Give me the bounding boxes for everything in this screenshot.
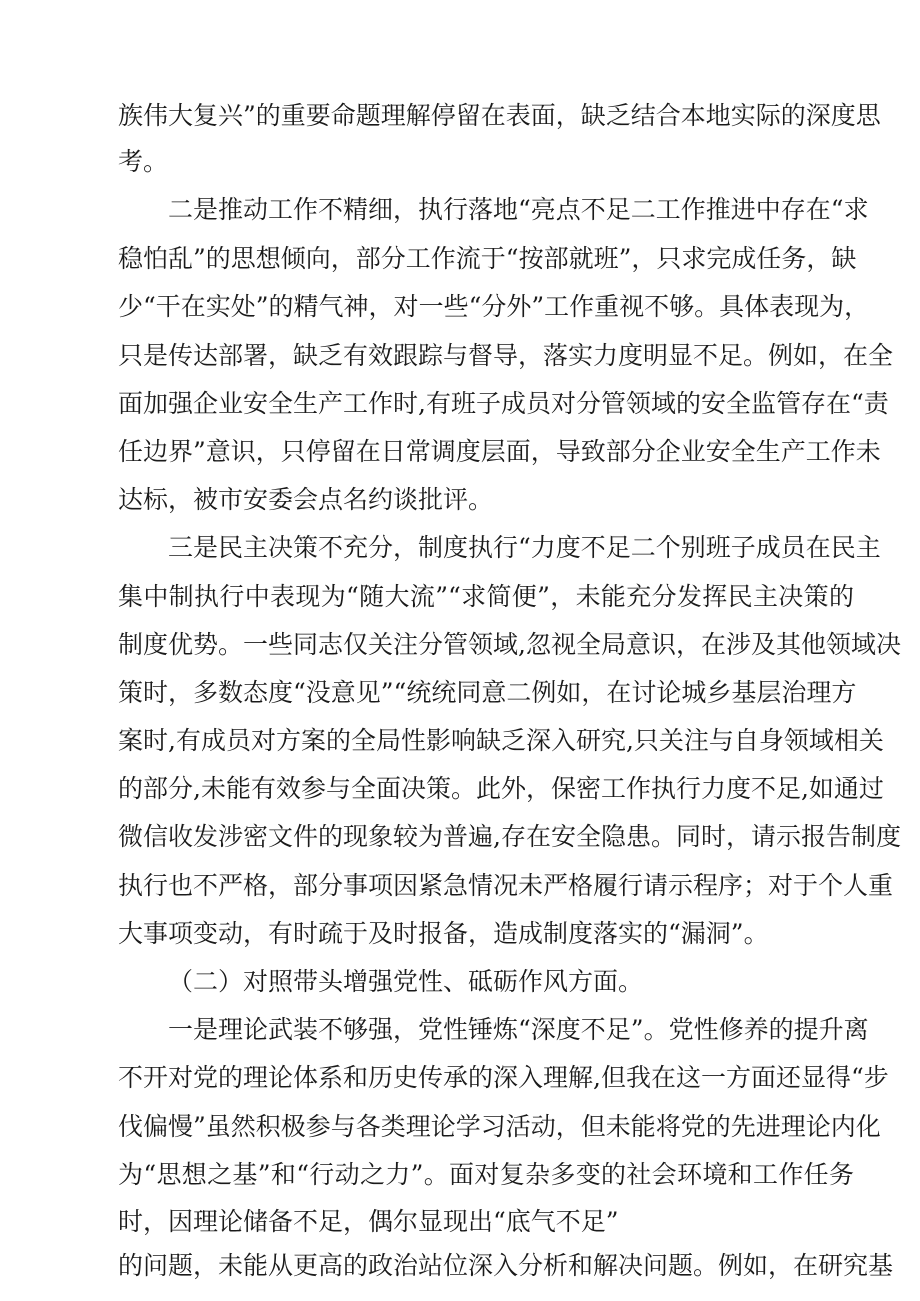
text-line-content: 一是理论武装不够强，党性锤炼“深度不足”。党性修养的提升离: [168, 1015, 869, 1044]
text-line: [0, 1206, 920, 1238]
text-line: [0, 291, 920, 323]
text-line-content: 稳怕乱”的思想倾向，部分工作流于“按部就班”，只求完成任务，缺: [118, 244, 857, 273]
text-line-content: 少“干在实处”的精气神，对一些“分外”工作重视不够。具体表现为，: [118, 292, 870, 321]
text-line: [0, 100, 920, 132]
text-line-content: 伐偏慢”虽然积极参与各类理论学习活动，但未能将党的先进理论内化: [118, 1112, 881, 1141]
text-line: [0, 388, 920, 420]
text-line-content: 执行也不严格，部分事项因紧急情况未严格履行请示程序；对于个人重: [118, 871, 894, 900]
section-heading: [0, 966, 920, 998]
text-line-content: 制度优势。一些同志仅关注分管领域,忽视全局意识，在涉及其他领域决: [118, 630, 901, 659]
text-line: [0, 146, 920, 178]
text-line: [0, 243, 920, 275]
text-line-content: 案时,有成员对方案的全局性影响缺乏深入研究,只关注与自身领域相关: [118, 726, 884, 755]
paragraph-first-line: [0, 1014, 920, 1046]
text-line-content: 策时，多数态度“没意见”“统统同意二例如，在讨论城乡基层治理方: [118, 678, 857, 707]
text-line-content: 不开对党的理论体系和历史传承的深入理解,但我在这一方面还显得“步: [118, 1063, 889, 1092]
text-line-content: 族伟大复兴”的重要命题理解停留在表面，缺乏结合本地实际的深度思: [118, 101, 881, 130]
text-line: [0, 629, 920, 661]
section-heading-text: （二）对照带头增强党性、砥砺作风方面。: [168, 967, 644, 996]
text-line-content: 大事项变动，有时疏于及时报备，造成制度落实的“漏洞”。: [118, 919, 769, 948]
text-line-content: 的问题，未能从更高的政治站位深入分析和解决问题。例如，在研究基: [118, 1251, 894, 1280]
text-line: [0, 581, 920, 613]
paragraph-first-line: [0, 532, 920, 564]
text-line: [0, 918, 920, 950]
text-line: [0, 484, 920, 516]
text-line-content: 任边界”意识，只停留在日常调度层面，导致部分企业安全生产工作未: [118, 437, 881, 466]
text-line: [0, 340, 920, 372]
text-line: [0, 773, 920, 805]
text-line-content: 二是推动工作不精细，执行落地“亮点不足二工作推进中存在“求: [168, 195, 869, 224]
text-line-content: 达标，被市安委会点名约谈批评。: [118, 485, 494, 514]
text-line: [0, 725, 920, 757]
paragraph-first-line: [0, 194, 920, 226]
text-line: [0, 870, 920, 902]
text-line: [0, 436, 920, 468]
text-line-content: 只是传达部署，缺乏有效跟踪与督导，落实力度明显不足。例如，在全: [118, 341, 894, 370]
text-line: [0, 1111, 920, 1143]
text-line-content: 的部分,未能有效参与全面决策。此外，保密工作执行力度不足,如通过: [118, 774, 884, 803]
text-line: [0, 677, 920, 709]
text-line: [0, 1062, 920, 1094]
text-line-content: 面加强企业安全生产工作时,有班子成员对分管领域的安全监管存在“责: [118, 389, 889, 418]
text-line: [0, 1250, 920, 1282]
text-line-content: 三是民主决策不充分，制度执行“力度不足二个别班子成员在民主: [168, 533, 881, 562]
text-line-content: 为“思想之基”和“行动之力”。面对复杂多变的社会环境和工作任务: [118, 1160, 854, 1189]
text-line: [0, 821, 920, 853]
text-line-content: 时，因理论储备不足，偶尔显现出“底气不足”: [118, 1207, 619, 1236]
text-line-content: 考。: [118, 147, 169, 176]
text-line-content: 集中制执行中表现为“随大流”“求简便”，未能充分发挥民主决策的: [118, 582, 854, 611]
text-line-content: 微信收发涉密文件的现象较为普遍,存在安全隐患。同时，请示报告制度: [118, 822, 901, 851]
text-line: [0, 1159, 920, 1191]
